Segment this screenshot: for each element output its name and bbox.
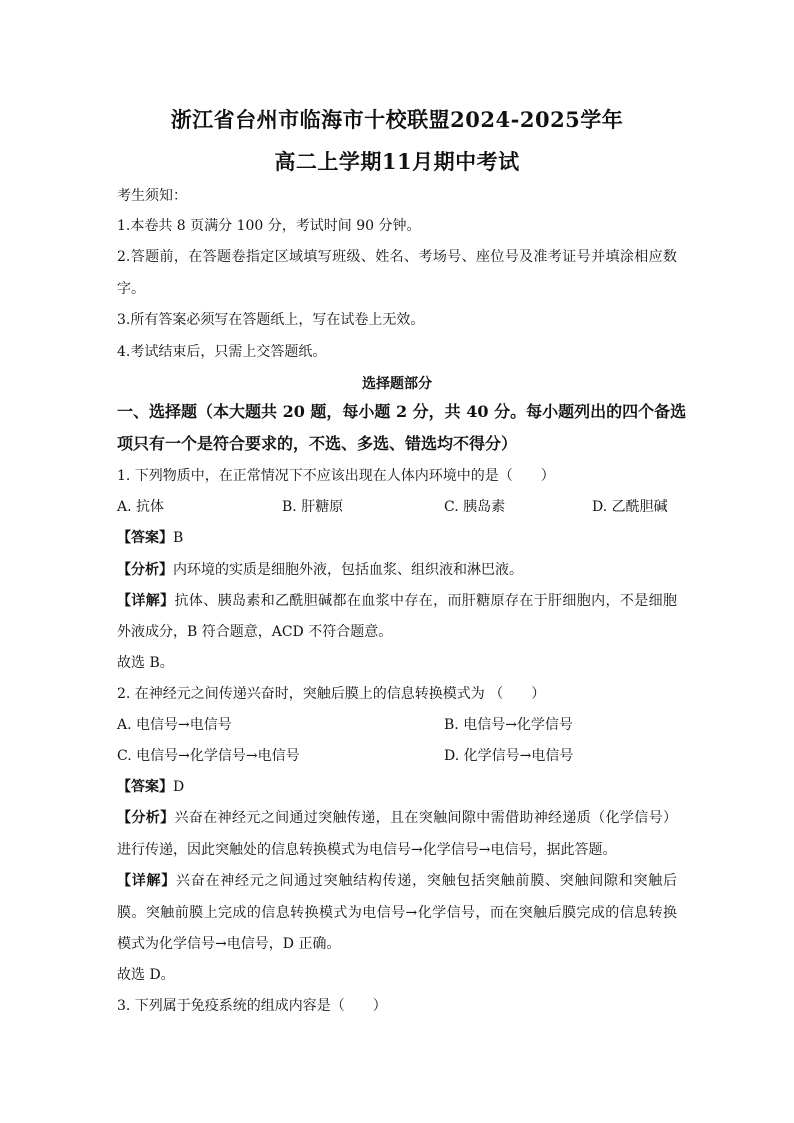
question-stem: 2. 在神经元之间传递兴奋时，突触后膜上的信息转换模式为 （ ） (117, 686, 546, 702)
option-d: D. 化学信号→电信号 (444, 748, 574, 764)
answer-tag: 【答案】 (117, 530, 173, 546)
section-title: 选择题部分 (362, 376, 432, 392)
option-c: C. 电信号→化学信号→电信号 (117, 748, 300, 764)
option-a: A. 电信号→电信号 (117, 717, 232, 733)
option-b: B. 电信号→化学信号 (444, 717, 573, 733)
analysis-text: 兴奋在神经元之间通过突触传递，且在突触间隙中需借助神经递质（化学信号） (174, 810, 678, 826)
option-b: B. 肝糖原 (282, 499, 344, 515)
option-c: C. 胰岛素 (444, 499, 506, 515)
analysis-line (117, 808, 677, 828)
answer-line (117, 528, 677, 548)
detail-text: 兴奋在神经元之间通过突触结构传递，突触包括突触前膜、突触间隙和突触后 (176, 873, 678, 889)
notice-item: 字。 (117, 281, 145, 297)
notice-item: 3.所有答案必须写在答题纸上，写在试卷上无效。 (117, 312, 425, 328)
answer-value: D (173, 779, 185, 795)
conclusion-line: 故选 B。 (117, 655, 174, 671)
exam-title-line2: 高二上学期11月期中考试 (274, 149, 520, 174)
answer-value: B (173, 530, 184, 546)
question-stem: 3. 下列属于免疫系统的组成内容是（ ） (117, 998, 387, 1014)
analysis-text: 内环境的实质是细胞外液，包括血浆、组织液和淋巴液。 (173, 562, 523, 578)
answer-line (117, 777, 677, 797)
detail-line (117, 871, 677, 891)
notice-item: 4.考试结束后，只需上交答题纸。 (117, 344, 327, 360)
section-instruction: 一、选择题（本大题共 20 题，每小题 2 分，共 40 分。每小题列出的四个备选 (117, 402, 687, 421)
notice-item: 1.本卷共 8 页满分 100 分，考试时间 90 分钟。 (117, 218, 421, 234)
analysis-tag: 【分析】 (117, 562, 173, 578)
exam-title-line1: 浙江省台州市临海市十校联盟2024-2025学年 (170, 107, 624, 132)
analysis-line (117, 560, 677, 580)
notice-heading: 考生须知： (117, 188, 187, 204)
conclusion-line: 故选 D。 (117, 967, 175, 983)
detail-line: 模式为化学信号→电信号，D 正确。 (117, 936, 341, 952)
option-a: A. 抗体 (117, 499, 165, 515)
notice-item: 2.答题前，在答题卷指定区域填写班级、姓名、考场号、座位号及准考证号并填涂相应数 (117, 249, 677, 265)
answer-tag: 【答案】 (117, 779, 173, 795)
detail-line: 外液成分，B 符合题意，ACD 不符合题意。 (117, 624, 393, 640)
section-instruction: 项只有一个是符合要求的，不选、多选、错选均不得分） (117, 434, 518, 453)
detail-line (117, 591, 677, 611)
analysis-line: 进行传递，因此突触处的信息转换模式为电信号→化学信号→电信号，据此答题。 (117, 842, 617, 858)
detail-tag: 【详解】 (117, 593, 175, 609)
analysis-tag: 【分析】 (117, 810, 175, 826)
detail-tag: 【详解】 (117, 873, 177, 889)
detail-line: 膜。突触前膜上完成的信息转换模式为电信号→化学信号，而在突触后膜完成的信息转换 (117, 905, 677, 921)
detail-text: 抗体、胰岛素和乙酰胆碱都在血浆中存在，而肝糖原存在于肝细胞内，不是细胞 (174, 593, 678, 609)
question-stem: 1. 下列物质中，在正常情况下不应该出现在人体内环境中的是（ ） (117, 468, 555, 484)
option-d: D. 乙酰胆碱 (592, 499, 668, 515)
